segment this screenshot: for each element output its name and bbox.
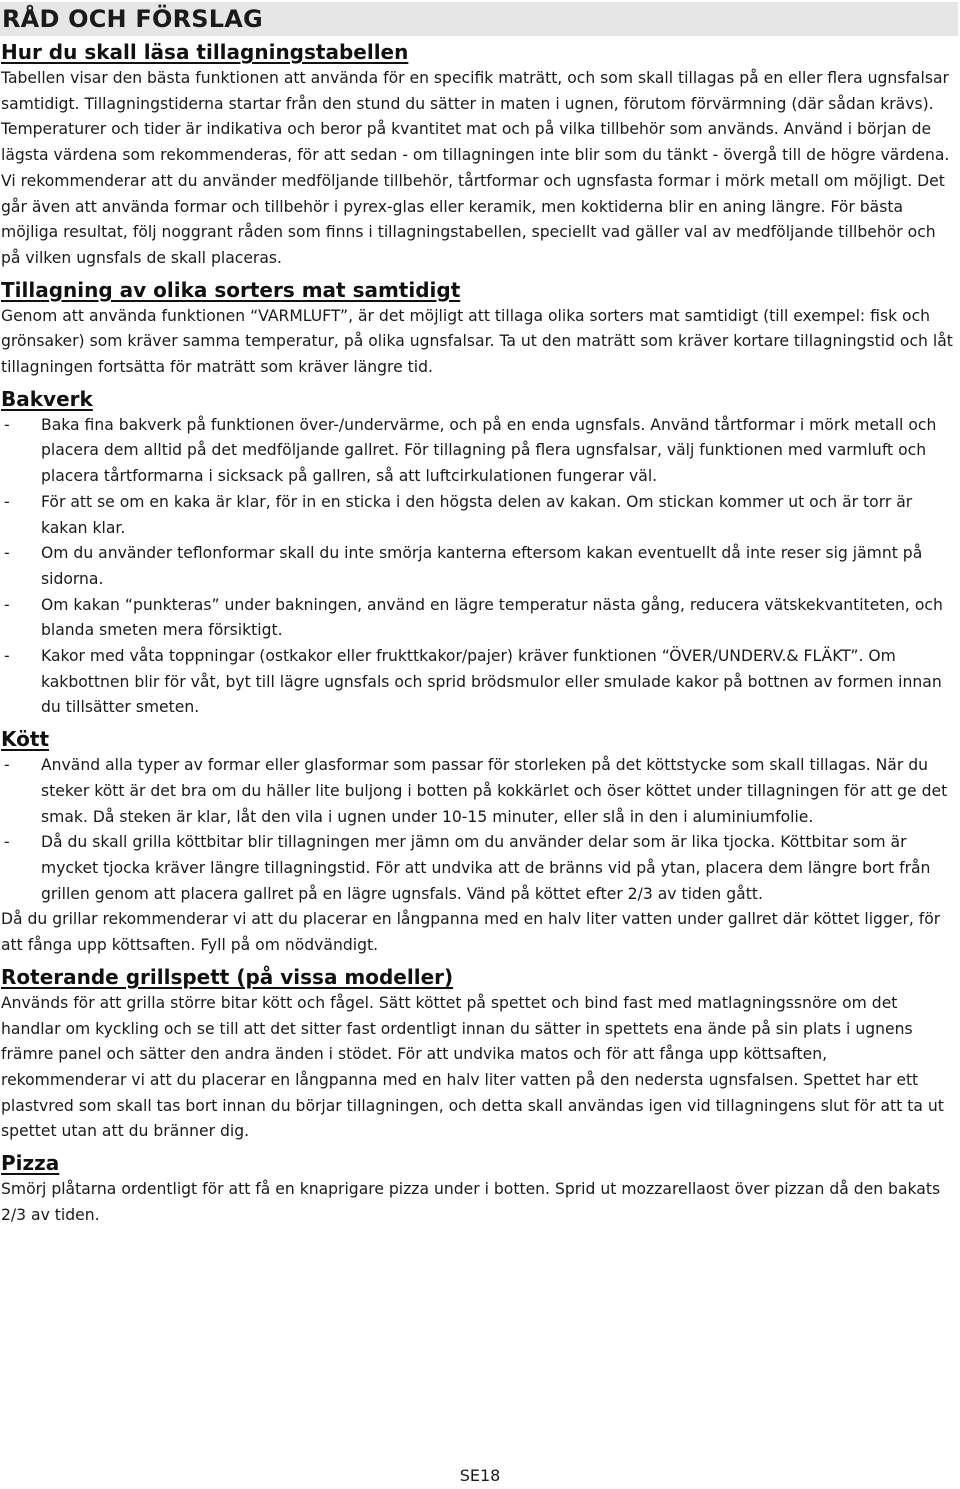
list-item: - Om du använder teflonformar skall du inte smörja kanterna eftersom kakan eventuellt då inte reser sig jämnt på sidorna. (1, 541, 956, 592)
page-number: SE18 (459, 1466, 501, 1485)
list-item: - För att se om en kaka är klar, för in en sticka i den högsta delen av kakan. Om stickan kommer ut och är torr är kakan klar. (1, 490, 956, 541)
section-heading: Kött (1, 727, 50, 752)
section-cooking-simultaneously (1, 276, 956, 381)
list-item: - Då du skall grilla köttbitar blir tillagningen mer jämn om du använder delar som är lika tjocka. Köttbitar som är mycket tjocka kräver längre tillagningstid. För att undvika att de bränns vid på ytan, placera dem längre bort från grillen genom att placera gallret på en lägre ugnsfals. Vänd på köttet efter 2/3 av tiden gått. (1, 830, 956, 907)
list-item: - Använd alla typer av formar eller glasformar som passar för storleken på det köttstycke som skall tillagas. När du steker kött är det bra om du häller lite buljong i botten på kokkärlet och öser köttet under tillagningen för att ge det smak. Då steken är klar, låt den vila i ugnen under 10-15 minuter, eller slå in den i aluminiumfolie. (1, 753, 956, 830)
meat-list (1, 753, 956, 907)
list-item: - Baka fina bakverk på funktionen över-/undervärme, och på en enda ugnsfals. Använd tårtformar i mörk metall och placera dem alltid på det medföljande gallret. För tillagning på flera ugnsfalsar, välj funktionen med varmluft och placera tårtformarna i sicksack på gallren, så att luftcirkulationen fungerar väl. (1, 413, 956, 490)
section-heading: Roterande grillspett (på vissa modeller) (1, 964, 454, 989)
section-pizza (1, 1149, 956, 1228)
list-item: - Kakor med våta toppningar (ostkakor eller frukttkakor/pajer) kräver funktionen “ÖVER/UNDERV.& FLÄKT”. Om kakbottnen blir för våt, byt till lägre ugnsfals och sprid brödsmulor eller smulade kakor på bottnen av formen innan du tillsätter smeten. (1, 644, 956, 721)
section-paragraph: Smörj plåtarna ordentligt för att få en knaprigare pizza under i botten. Sprid ut mozzarellaost över pizzan då den bakats 2/3 av tiden. (1, 1180, 941, 1224)
section-heading: Bakverk (1, 386, 93, 411)
section-paragraph: Då du grillar rekommenderar vi att du placerar en långpanna med en halv liter vatten under gallret där köttet ligger, för att fånga upp köttsaften. Fyll på om nödvändigt. (1, 910, 941, 955)
section-paragraph: Tabellen visar den bästa funktionen att använda för en specifik maträtt, och som skall tillagas på en eller flera ugnsfalsar samtidigt. Tillagningstiderna startar från den stund du sätter in maten i ugnen, förutom förvärmning (där sådan krävs). Temperaturer och tider är indikativa och beror på kvantitet mat och på vilka tillbehör som används. Använd i början de lägsta värdena som rekommenderas, för att sedan - om tillagningen inte blir som du tänkt - övergå till de högre värdena. Vi rekommenderar att du använder medföljande tillbehör, tårtformar och ugnsfasta formar i mörk metall om möjligt. Det går även att använda formar och tillbehör i pyrex-glas eller keramik, men koktiderna blir en aning längre. För bästa möjliga resultat, följ noggrant råden som finns i tillagningstabellen, speciellt vad gäller val av medföljande tillbehör och på vilken ugnsfals de skall placeras. (1, 69, 950, 267)
page-title: RÅD OCH FÖRSLAG (2, 5, 263, 33)
section-heading: Pizza (1, 1151, 60, 1176)
section-pastries (1, 385, 956, 721)
section-heading: Tillagning av olika sorters mat samtidigt (1, 277, 461, 302)
document-body (1, 38, 956, 1228)
section-meat (1, 725, 956, 959)
list-item: - Om kakan “punkteras” under bakningen, använd en lägre temperatur nästa gång, reducera vätskekvantiteten, och blanda smeten mera försiktigt. (1, 593, 956, 644)
section-heading: Hur du skall läsa tillagningstabellen (1, 40, 409, 64)
section-rotisserie (1, 963, 956, 1145)
section-paragraph: Genom att använda funktionen “VARMLUFT”, är det möjligt att tillaga olika sorters mat samtidigt (till exempel: fisk och grönsaker) som kräver samma temperatur, på olika ugnsfalsar. Ta ut den maträtt som kräver kortare tillagningstid och låt tillagningen fortsätta för maträtt som kräver längre tid. (1, 306, 953, 377)
section-reading-table (1, 38, 956, 272)
pastries-list (1, 413, 956, 721)
section-paragraph: Används för att grilla större bitar kött och fågel. Sätt köttet på spettet och bind fast med matlagningssnöre om det handlar om kyckling och se till att det sitter fast ordentligt innan du sätter in spettets ena ände på sin plats i ugnens främre panel och sätter den andra änden i stödet. För att undvika matos och för att fånga upp köttsaften, rekommenderar vi att du placerar en långpanna med en halv liter vatten på den nedersta ugnsfalsen. Spettet har ett plastvred som skall tas bort innan du börjar tillagningen, och detta skall användas igen vid tillagningens slut för att ta ut spettet utan att du bränner dig. (1, 993, 944, 1141)
